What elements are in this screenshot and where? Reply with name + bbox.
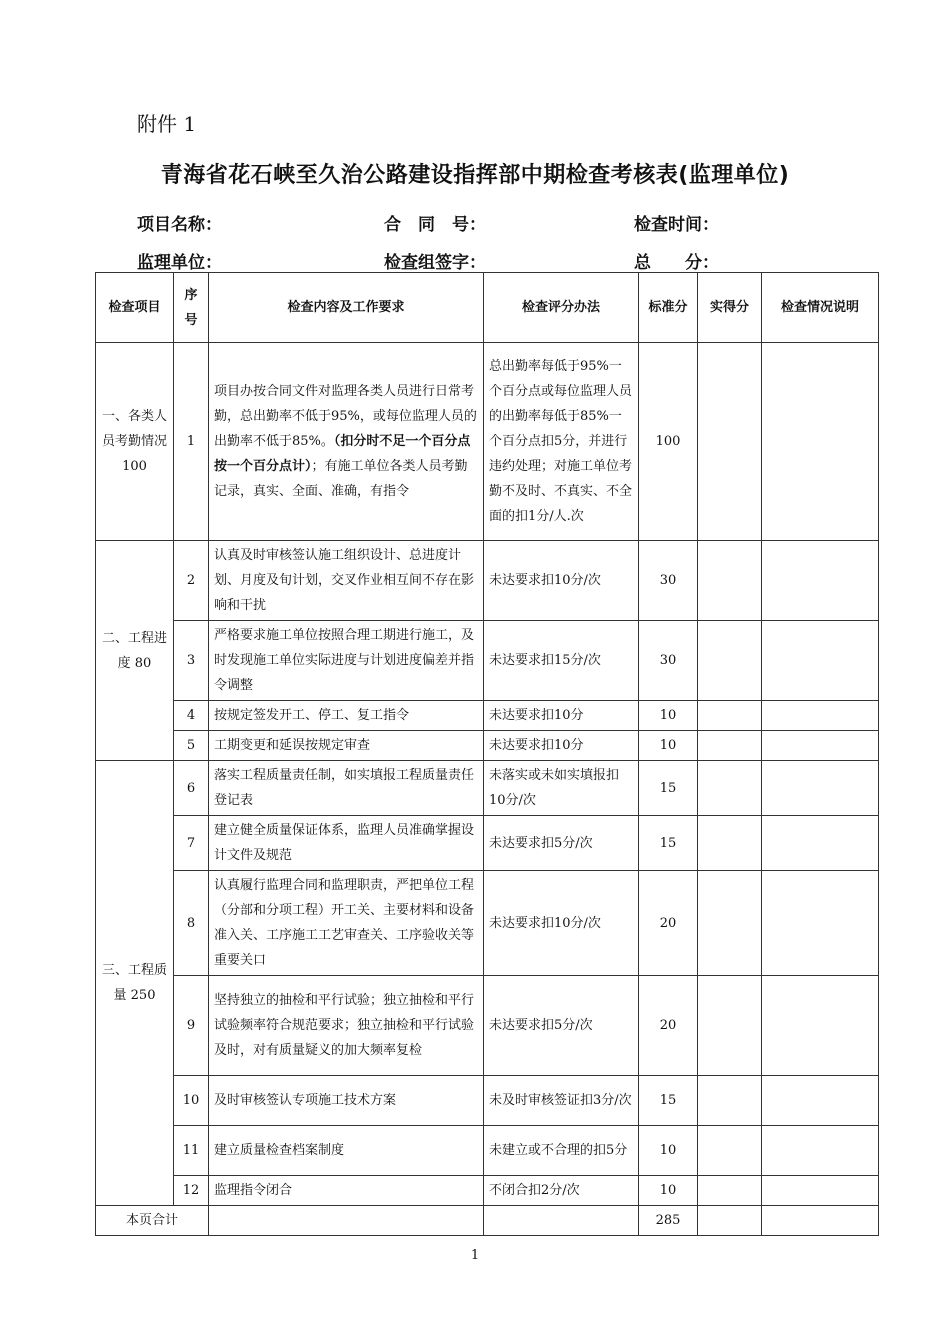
- row-no: 7: [174, 816, 209, 871]
- row-remarks[interactable]: [762, 761, 879, 816]
- row-method: 未达要求扣5分/次: [484, 816, 639, 871]
- row-score: 100: [639, 343, 698, 541]
- total-score-label: 总 分：: [634, 253, 719, 273]
- table-row: [96, 1126, 879, 1176]
- attachment-label: 附件 1: [137, 112, 197, 136]
- row-method: 不闭合扣2分/次: [484, 1176, 639, 1206]
- row-score: 10: [639, 1126, 698, 1176]
- col-method: 检查评分办法: [484, 273, 639, 343]
- row-remarks[interactable]: [762, 541, 879, 621]
- row-actual[interactable]: [698, 871, 762, 976]
- row-actual[interactable]: [698, 343, 762, 541]
- row-method: 未达要求扣5分/次: [484, 976, 639, 1076]
- row-remarks[interactable]: [762, 1076, 879, 1126]
- col-no: 序号: [174, 273, 209, 343]
- row-no: 3: [174, 621, 209, 701]
- supervisor-unit-label: 监理单位：: [137, 253, 222, 273]
- row-score: 15: [639, 761, 698, 816]
- row-remarks[interactable]: [762, 1176, 879, 1206]
- row-content: 落实工程质量责任制，如实填报工程质量责任登记表: [209, 761, 484, 816]
- assessment-table: [95, 272, 879, 1236]
- row-actual[interactable]: [698, 621, 762, 701]
- row-actual[interactable]: [698, 541, 762, 621]
- row-score: 30: [639, 541, 698, 621]
- table-row: [96, 343, 879, 541]
- row-remarks[interactable]: [762, 731, 879, 761]
- row-content: 按规定签发开工、停工、复工指令: [209, 701, 484, 731]
- row-remarks[interactable]: [762, 816, 879, 871]
- table-row: [96, 1176, 879, 1206]
- subtotal-score: 285: [639, 1206, 698, 1236]
- row-content: 认真履行监理合同和监理职责，严把单位工程（分部和分项工程）开工关、主要材料和设备准入关、工序施工工艺审查关、工序验收关等重要关口: [209, 871, 484, 976]
- row-score: 30: [639, 621, 698, 701]
- row-score: 10: [639, 731, 698, 761]
- row-actual[interactable]: [698, 761, 762, 816]
- row-method: 未达要求扣10分/次: [484, 541, 639, 621]
- row-content: 建立质量检查档案制度: [209, 1126, 484, 1176]
- group-quality: 三、工程质量 250: [96, 761, 174, 1206]
- group-progress: 二、工程进度 80: [96, 541, 174, 761]
- row-remarks[interactable]: [762, 976, 879, 1076]
- row-no: 5: [174, 731, 209, 761]
- row-content: 严格要求施工单位按照合理工期进行施工，及时发现施工单位实际进度与计划进度偏差并指令调整: [209, 621, 484, 701]
- table-row: [96, 871, 879, 976]
- row-method: 未达要求扣10分/次: [484, 871, 639, 976]
- row-no: 2: [174, 541, 209, 621]
- row-content: 建立健全质量保证体系，监理人员准确掌握设计文件及规范: [209, 816, 484, 871]
- col-standard: 标准分: [639, 273, 698, 343]
- page-number: 1: [470, 1248, 480, 1263]
- row-remarks[interactable]: [762, 621, 879, 701]
- row-remarks[interactable]: [762, 701, 879, 731]
- row-content: 工期变更和延误按规定审查: [209, 731, 484, 761]
- row-remarks[interactable]: [762, 871, 879, 976]
- table-row: [96, 761, 879, 816]
- row-content: 监理指令闭合: [209, 1176, 484, 1206]
- row-no: 6: [174, 761, 209, 816]
- group-attendance: 一、各类人员考勤情况 100: [96, 343, 174, 541]
- row-remarks[interactable]: [762, 343, 879, 541]
- table-row: [96, 1076, 879, 1126]
- row-no: 9: [174, 976, 209, 1076]
- row-method: 未落实或未如实填报扣10分/次: [484, 761, 639, 816]
- row-method: 未达要求扣15分/次: [484, 621, 639, 701]
- row-score: 15: [639, 1076, 698, 1126]
- subtotal-content: [209, 1206, 484, 1236]
- row-method: 未建立或不合理的扣5分: [484, 1126, 639, 1176]
- row-actual[interactable]: [698, 1126, 762, 1176]
- row-no: 8: [174, 871, 209, 976]
- row-actual[interactable]: [698, 816, 762, 871]
- row-score: 10: [639, 1176, 698, 1206]
- row-content: 项目办按合同文件对监理各类人员进行日常考勤，总出勤率不低于95%，或每位监理人员的出勤率不低于85%。（扣分时不足一个百分点按一个百分点计）；有施工单位各类人员考勤记录，真实、全面、准确，有指令: [209, 343, 484, 541]
- row-remarks[interactable]: [762, 1126, 879, 1176]
- table-row: [96, 541, 879, 621]
- project-name-label: 项目名称：: [137, 215, 222, 235]
- col-actual: 实得分: [698, 273, 762, 343]
- subtotal-row: [96, 1206, 879, 1236]
- team-signature-label: 检查组签字：: [384, 253, 486, 273]
- table-row: [96, 621, 879, 701]
- row-no: 12: [174, 1176, 209, 1206]
- col-content: 检查内容及工作要求: [209, 273, 484, 343]
- row-method: 未及时审核签证扣3分/次: [484, 1076, 639, 1126]
- page-title: 青海省花石峡至久治公路建设指挥部中期检查考核表(监理单位): [160, 163, 790, 188]
- row-actual[interactable]: [698, 731, 762, 761]
- contract-no-label: 合 同 号：: [384, 215, 486, 235]
- row-content: 及时审核签认专项施工技术方案: [209, 1076, 484, 1126]
- row-actual[interactable]: [698, 1076, 762, 1126]
- table-row: [96, 976, 879, 1076]
- row-actual[interactable]: [698, 701, 762, 731]
- table-row: [96, 701, 879, 731]
- row-score: 15: [639, 816, 698, 871]
- row-content: 坚持独立的抽检和平行试验；独立抽检和平行试验频率符合规范要求；独立抽检和平行试验及时，对有质量疑义的加大频率复检: [209, 976, 484, 1076]
- row-method: 未达要求扣10分: [484, 731, 639, 761]
- row-score: 20: [639, 976, 698, 1076]
- row-no: 4: [174, 701, 209, 731]
- row-method: 未达要求扣10分: [484, 701, 639, 731]
- row-actual[interactable]: [698, 976, 762, 1076]
- row-content: 认真及时审核签认施工组织设计、总进度计划、月度及旬计划，交叉作业相互间不存在影响和干扰: [209, 541, 484, 621]
- subtotal-remarks[interactable]: [762, 1206, 879, 1236]
- subtotal-label: 本页合计: [96, 1206, 209, 1236]
- row-no: 11: [174, 1126, 209, 1176]
- header-row: [96, 273, 879, 343]
- row-no: 1: [174, 343, 209, 541]
- table-row: [96, 816, 879, 871]
- row-actual[interactable]: [698, 1176, 762, 1206]
- row-method: 总出勤率每低于95%一个百分点或每位监理人员的出勤率每低于85%一个百分点扣5分，并进行违约处理；对施工单位考勤不及时、不真实、不全面的扣1分/人.次: [484, 343, 639, 541]
- subtotal-method: [484, 1206, 639, 1236]
- check-time-label: 检查时间：: [634, 215, 719, 235]
- row-no: 10: [174, 1076, 209, 1126]
- col-item: 检查项目: [96, 273, 174, 343]
- row-score: 10: [639, 701, 698, 731]
- col-remarks: 检查情况说明: [762, 273, 879, 343]
- subtotal-actual[interactable]: [698, 1206, 762, 1236]
- table-row: [96, 731, 879, 761]
- row-score: 20: [639, 871, 698, 976]
